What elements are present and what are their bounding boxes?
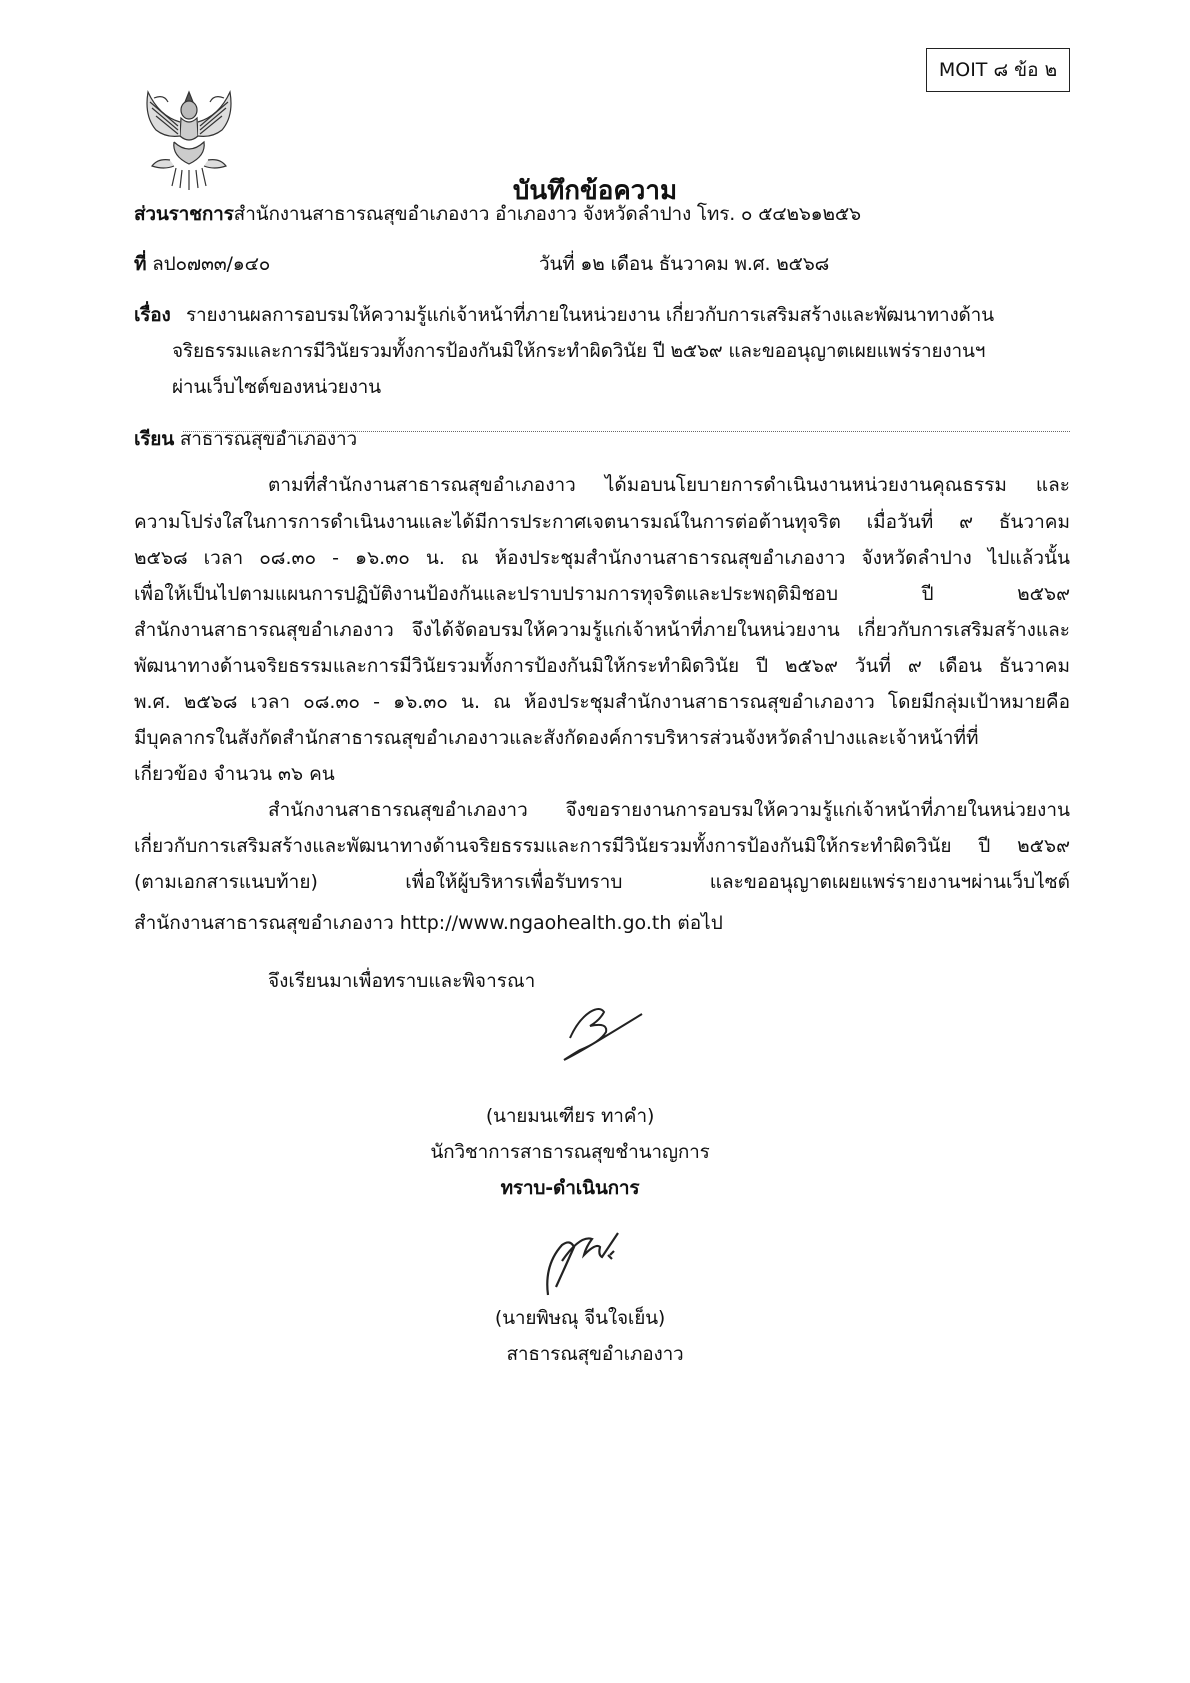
date-text: วันที่ ๑๒ เดือน ธันวาคม พ.ศ. ๒๕๖๘ bbox=[539, 253, 830, 275]
paragraph2-line-1: สำนักงานสาธารณสุขอำเภองาว จึงขอรายงานการอบรมให้ความรู้แก่เจ้าหน้าที่ภายในหน่วยงาน bbox=[268, 799, 1070, 821]
subject-line-2: จริยธรรมและการมีวินัยรวมทั้งการป้องกันมิให้กระทำผิดวินัย ปี ๒๕๖๙ และขออนุญาตเผยแพร่รายงานฯ bbox=[172, 340, 986, 362]
signer-2-name: (นายพิษณุ จีนใจเย็น) bbox=[494, 1307, 666, 1329]
subject-line-3: ผ่านเว็บไซต์ของหน่วยงาน bbox=[172, 376, 381, 398]
document-code: MOIT ๘ ข้อ ๒ bbox=[938, 59, 1058, 81]
signer-2-position: สาธารณสุขอำเภองาว bbox=[506, 1343, 684, 1365]
paragraph1-line-8: มีบุคลากรในสังกัดสำนักสาธารณสุขอำเภองาวและสังกัดองค์การบริหารส่วนจังหวัดลำปางและเจ้าหน้าที่ที่ bbox=[134, 727, 979, 749]
paragraph1-line-1: ตามที่สำนักงานสาธารณสุขอำเภองาว ได้มอบนโยบายการดำเนินงานหน่วยงานคุณธรรม และ bbox=[268, 474, 1070, 496]
subject-line-1: รายงานผลการอบรมให้ความรู้แก่เจ้าหน้าที่ภายในหน่วยงาน เกี่ยวกับการเสริมสร้างและพัฒนาทางด้าน bbox=[186, 304, 994, 326]
recipient-label: เรียน bbox=[134, 428, 175, 450]
signature-1-icon bbox=[560, 1000, 670, 1070]
paragraph1-line-5: สำนักงานสาธารณสุขอำเภองาว จึงได้จัดอบรมให้ความรู้แก่เจ้าหน้าที่ภายในหน่วยงาน เกี่ยวกับการเสริมสร้างและ bbox=[134, 619, 1070, 641]
reference-value: ลป๐๗๓๓/๑๔๐ bbox=[152, 253, 271, 275]
paragraph2-line-2: เกี่ยวกับการเสริมสร้างและพัฒนาทางด้านจริยธรรมและการมีวินัยรวมทั้งการป้องกันมิให้กระทำผิดวินัย ปี ๒๕๖๙ bbox=[134, 835, 1070, 857]
paragraph1-line-6: พัฒนาทางด้านจริยธรรมและการมีวินัยรวมทั้งการป้องกันมิให้กระทำผิดวินัย ปี ๒๕๖๙ วันที่ ๙ เดือน ธันวาคม bbox=[134, 655, 1070, 677]
reference-label: ที่ bbox=[134, 253, 147, 275]
paragraph1-line-2: ความโปร่งใสในการการดำเนินงานและได้มีการประกาศเจตนารมณ์ในการต่อต้านทุจริต เมื่อวันที่ ๙ ธันวาคม bbox=[134, 511, 1070, 533]
document-code-box bbox=[926, 48, 1070, 92]
agency-value: สำนักงานสาธารณสุขอำเภองาว อำเภองาว จังหวัดลำปาง โทร. ๐ ๕๔๒๖๑๒๕๖ bbox=[233, 203, 861, 225]
paragraph2-line-4: สำนักงานสาธารณสุขอำเภองาว http://www.ngaohealth.go.th ต่อไป bbox=[134, 912, 723, 934]
paragraph1-line-9: เกี่ยวข้อง จำนวน ๓๖ คน bbox=[134, 763, 335, 785]
subject-label: เรื่อง bbox=[134, 304, 171, 326]
closing-text: จึงเรียนมาเพื่อทราบและพิจารณา bbox=[268, 970, 536, 992]
signature-2-icon bbox=[540, 1225, 630, 1300]
agency-label: ส่วนราชการ bbox=[134, 203, 234, 225]
signer-1-name: (นายมนเฑียร ทาคำ) bbox=[485, 1105, 655, 1127]
agency-row bbox=[134, 196, 861, 232]
recipient-value: สาธารณสุขอำเภองาว bbox=[179, 428, 357, 450]
recipient-row bbox=[134, 421, 357, 457]
paragraph1-line-7: พ.ศ. ๒๕๖๘ เวลา ๐๘.๓๐ - ๑๖.๓๐ น. ณ ห้องประชุมสำนักงานสาธารณสุขอำเภองาว โดยมีกลุ่มเป้าหมายคือ bbox=[134, 691, 1070, 713]
signer-1-position: นักวิชาการสาธารณสุขชำนาญการ bbox=[430, 1141, 710, 1163]
paragraph2-line-3: (ตามเอกสารแนบท้าย) เพื่อให้ผู้บริหารเพื่อรับทราบ และขออนุญาตเผยแพร่รายงานฯผ่านเว็บไซต์ bbox=[134, 871, 1070, 893]
reference-row bbox=[134, 246, 270, 282]
paragraph1-line-3: ๒๕๖๘ เวลา ๐๘.๓๐ - ๑๖.๓๐ น. ณ ห้องประชุมสำนักงานสาธารณสุขอำเภองาว จังหวัดลำปาง ไปแล้วนั้น bbox=[134, 547, 1070, 569]
approval-text: ทราบ-ดำเนินการ bbox=[500, 1177, 640, 1199]
paragraph1-line-4: เพื่อให้เป็นไปตามแผนการปฏิบัติงานป้องกันและปราบปรามการทุจริตและประพฤติมิชอบ ปี ๒๕๖๙ bbox=[134, 583, 1070, 605]
page-title: บันทึกข้อความ bbox=[512, 176, 678, 206]
